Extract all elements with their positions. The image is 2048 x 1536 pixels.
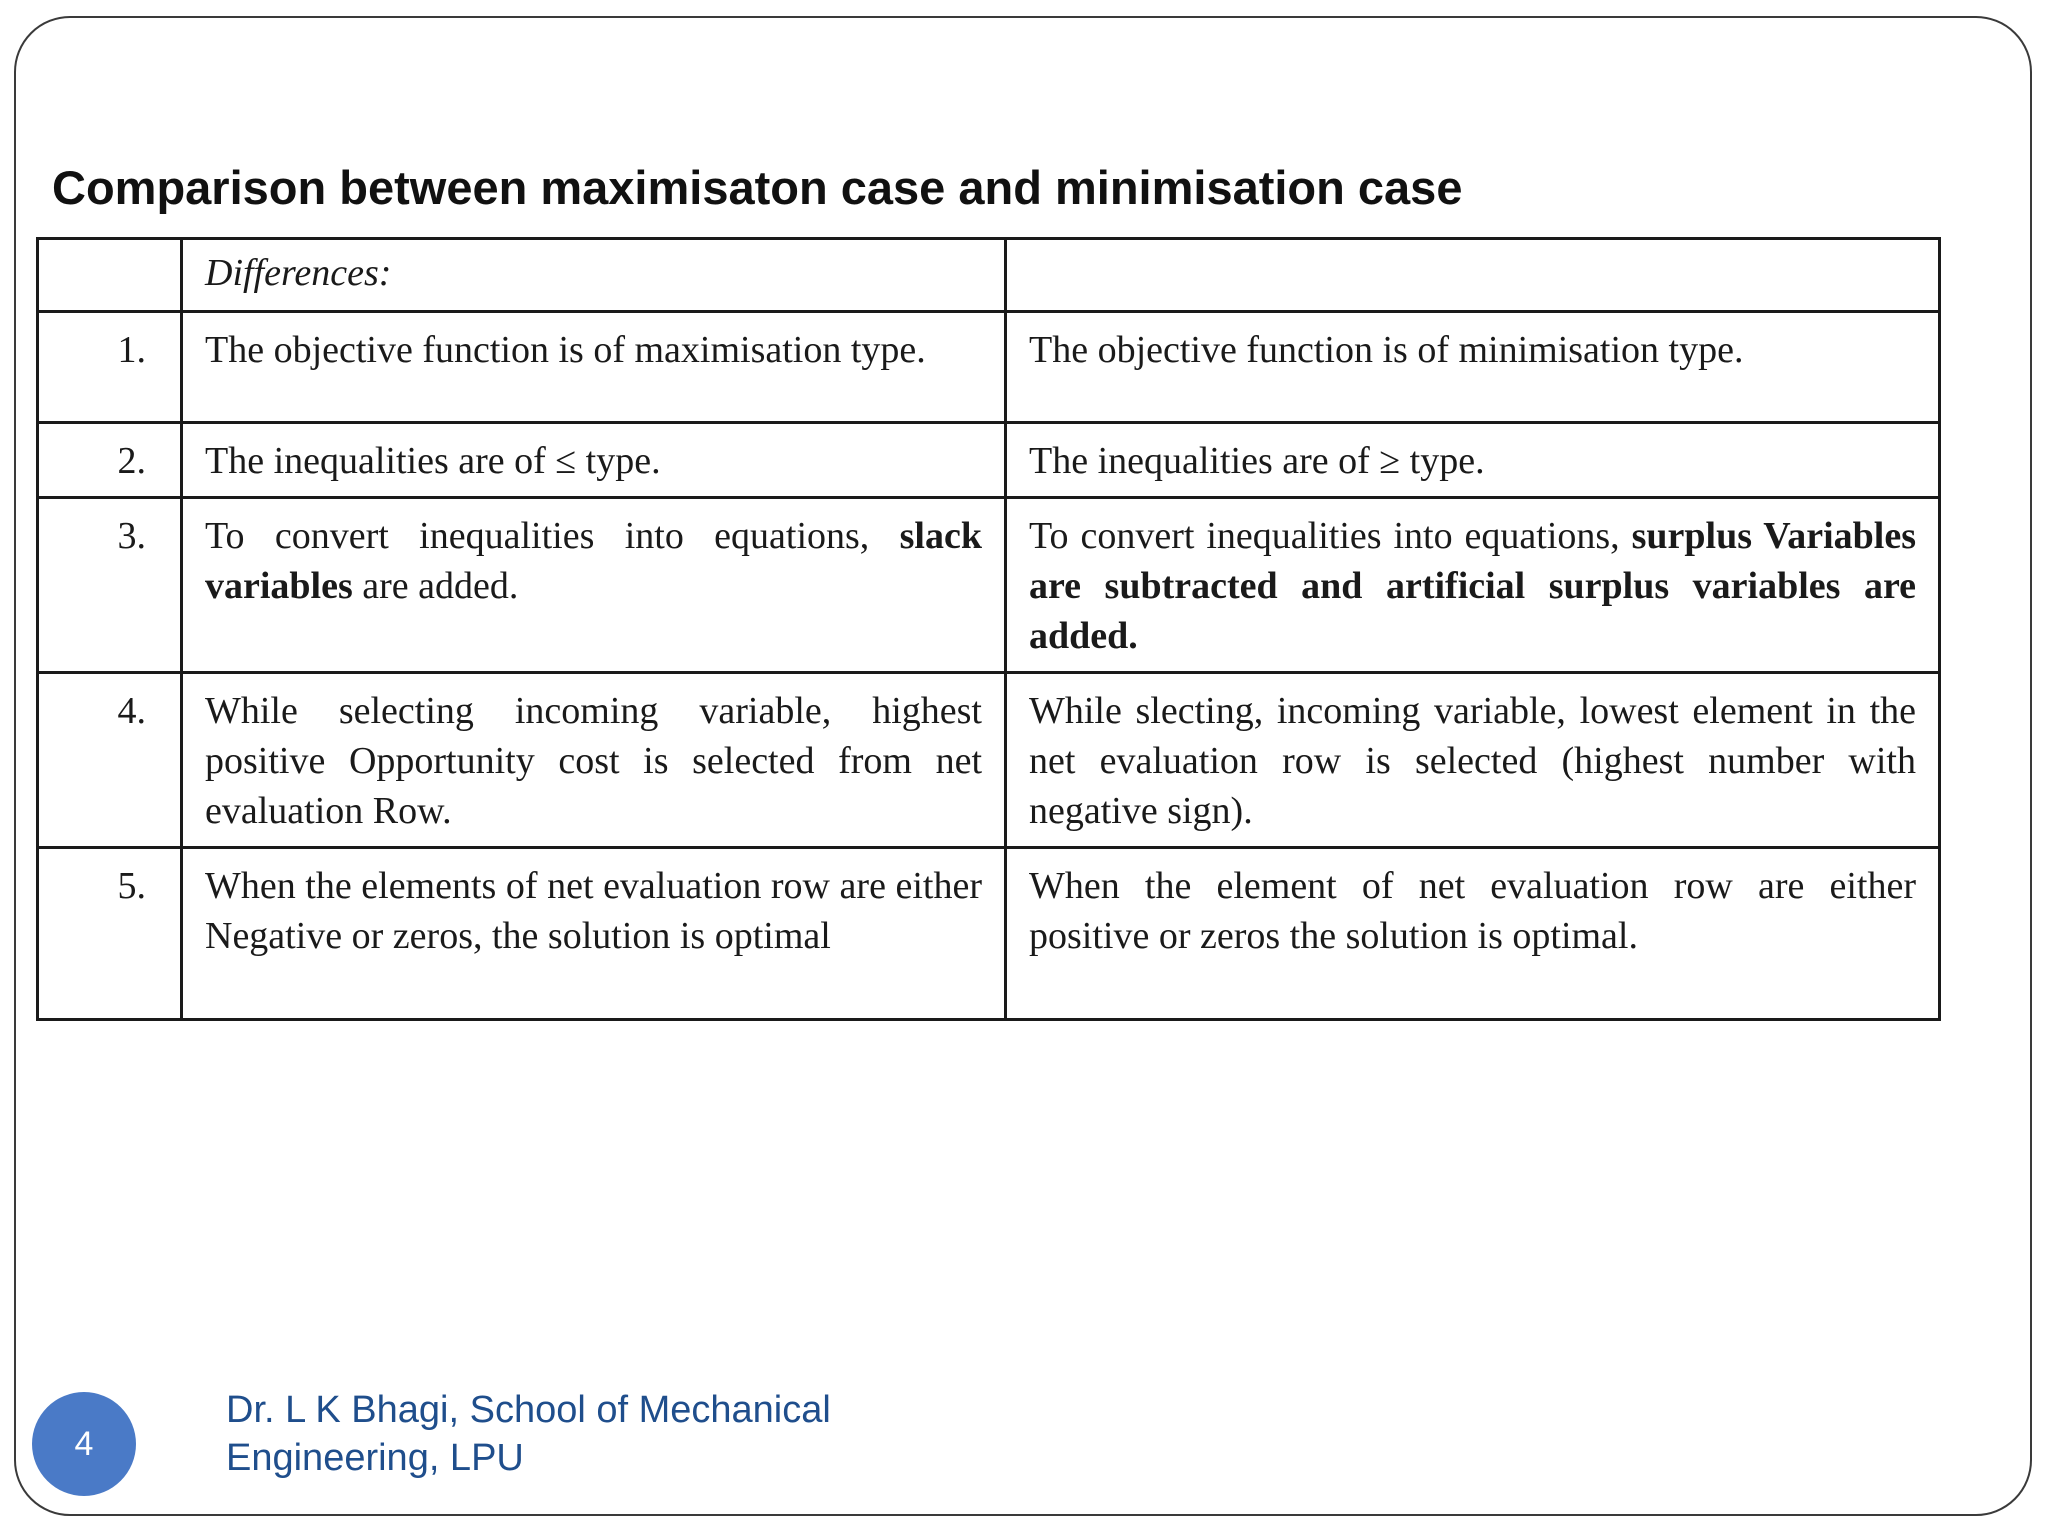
min-case-cell: [1006, 312, 1940, 423]
min-case-cell: [1006, 673, 1940, 848]
row-number: 1.: [38, 312, 182, 423]
max-case-cell: [182, 498, 1006, 673]
row-number: 2.: [38, 423, 182, 498]
table-header-row: [38, 239, 1940, 312]
header-differences-cell: Differences:: [182, 239, 1006, 312]
row-number: 3.: [38, 498, 182, 673]
footer-credit: [226, 1386, 831, 1482]
text-segment: To convert inequalities into equations,: [205, 515, 900, 557]
footer-author-line-2: Engineering, LPU: [226, 1437, 524, 1479]
max-case-cell: [182, 312, 1006, 423]
header-min-cell: [1006, 239, 1940, 312]
slide-heading: Comparison between maximisaton case and minimisation case: [52, 161, 1463, 214]
min-case-cell: [1006, 423, 1940, 498]
text-segment: When the element of net evaluation row are either positive or zeros the solution is optimal.: [1029, 865, 1916, 957]
table-row: [38, 312, 1940, 423]
min-case-cell: [1006, 848, 1940, 1020]
bold-text: surplus Variables are subtracted and artificial surplus variables are added.: [1029, 515, 1916, 657]
comparison-table: [36, 237, 1941, 1021]
table-row: [38, 423, 1940, 498]
text-segment: When the elements of net evaluation row are either Negative or zeros, the solution is optimal: [205, 865, 982, 957]
footer-author-line-1: Dr. L K Bhagi, School of Mechanical: [226, 1389, 831, 1431]
row-number: 4.: [38, 673, 182, 848]
text-segment: While slecting, incoming variable, lowest element in the net evaluation row is selected (highest number with negative sign).: [1029, 690, 1916, 832]
text-segment: The inequalities are of ≤ type.: [205, 440, 661, 482]
text-segment: While selecting incoming variable, highest positive Opportunity cost is selected from net evaluation Row.: [205, 690, 982, 832]
table-row: [38, 498, 1940, 673]
max-case-cell: [182, 423, 1006, 498]
text-segment: The inequalities are of ≥ type.: [1029, 440, 1485, 482]
max-case-cell: [182, 673, 1006, 848]
header-number-cell: [38, 239, 182, 312]
bold-text: slack variables: [205, 515, 982, 607]
page-number-badge: 4: [32, 1392, 136, 1496]
max-case-cell: [182, 848, 1006, 1020]
text-segment: To convert inequalities into equations,: [1029, 515, 1632, 557]
row-number: 5.: [38, 848, 182, 1020]
text-segment: The objective function is of minimisation type.: [1029, 329, 1744, 371]
text-segment: The objective function is of maximisation type.: [205, 329, 926, 371]
table-row: [38, 848, 1940, 1020]
text-segment: are added.: [352, 565, 519, 607]
min-case-cell: [1006, 498, 1940, 673]
table-row: [38, 673, 1940, 848]
